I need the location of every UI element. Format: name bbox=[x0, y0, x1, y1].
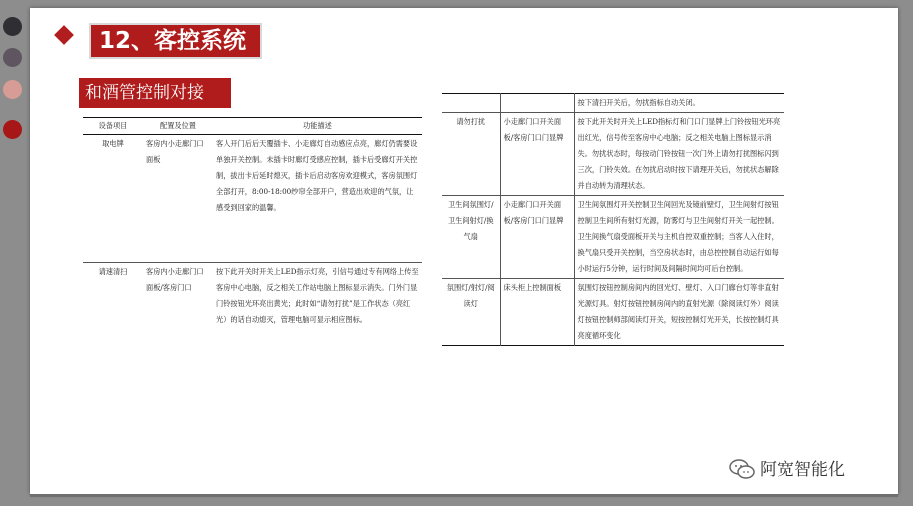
table-row bbox=[83, 135, 422, 263]
header-description: 功能描述 bbox=[213, 118, 422, 135]
side-dot-4 bbox=[3, 120, 22, 139]
header-item: 设备项目 bbox=[83, 118, 143, 135]
table-row bbox=[442, 196, 784, 279]
cell-item: 取电牌 bbox=[83, 135, 143, 263]
cell-description: 氛围灯按钮控制房间内的回光灯、壁灯、入口门廊台灯等非直射光源灯具。射灯按钮控制房间内的直射光源（除阅读灯外）阅读灯按钮控制师部阅读灯开关，短按控制灯光开关，长按控制灯具亮度循环变化 bbox=[574, 279, 784, 346]
cell-description: 卫生间氛围灯开关控制卫生间回光及镜前壁灯，卫生间射灯按钮控制卫生间所有射灯光源，防雾灯与卫生间射灯开关一起控制。卫生间换气扇受面板开关与主机自控双重控制；当客人入住时，换气扇只受开关控制，当空房状态时，由总控控制自动运行如每小时运行5分钟，运行时间及间隔时间均可后台控制。 bbox=[574, 196, 784, 279]
device-table-right bbox=[442, 93, 784, 346]
cell-item: 氛围灯/射灯/阅读灯 bbox=[442, 279, 500, 346]
slide-shadow bbox=[30, 494, 898, 497]
table-row bbox=[442, 94, 784, 113]
cell-item: 请勿打扰 bbox=[442, 113, 500, 196]
cell-item bbox=[442, 94, 500, 113]
cell-description: 按下此开关时开关上LED指示灯亮，引信号通过专有网络上传至客房中心电脑，反之相关工作站电脑上图标显示消失。门外门显门铃按钮光环亮出黄光；此时如“请勿打扰”是工作状态（亮红光）的话自动熄灭，管理电脑可显示相应图标。 bbox=[213, 263, 422, 335]
cell-description: 客人开门后后天覆插卡、小走廊灯自动感应点亮，廊灯仍需要设单独开关控制。未插卡时廊灯受感应控制，插卡后受廊灯开关控制，拔出卡后延时熄灭，插卡后启动客房欢迎模式，客房氛围灯全部打开，8:00-18:00纱帘全部开户，营造出欢迎的气氛，让感受到回家的温馨。 bbox=[213, 135, 422, 263]
header-location: 配置及位置 bbox=[143, 118, 213, 135]
device-table-left bbox=[83, 117, 422, 334]
slide-title: 12、客控系统 bbox=[89, 23, 262, 59]
brand-watermark: 阿宽智能化 bbox=[760, 460, 845, 480]
cell-location bbox=[500, 94, 574, 113]
table-row bbox=[83, 263, 422, 335]
side-dot-2 bbox=[3, 48, 22, 67]
table-row bbox=[442, 113, 784, 196]
wechat-icon bbox=[728, 458, 756, 480]
side-dot-3 bbox=[3, 80, 22, 99]
table-row bbox=[442, 279, 784, 346]
cell-location: 客房内小走廊门口面板/客房门口 bbox=[143, 263, 213, 335]
cell-location: 小走廊门口开关面板/客房门口门显牌 bbox=[500, 196, 574, 279]
side-dot-1 bbox=[3, 17, 22, 36]
cell-description: 按下此开关时开关上LED指标灯和门口门显牌上门铃按钮光环亮出红光，信号传至客房中心电脑；反之相关电脑上图标显示消失。勿扰状态时，每按动门铃按钮一次门外上请勿打扰图标闪到三次，门铃失效。在勿扰启动时按下请理开关后，勿扰状态解除并自动转为清理状态。 bbox=[574, 113, 784, 196]
table-header-row bbox=[83, 118, 422, 135]
cell-location: 床头柜上控制面板 bbox=[500, 279, 574, 346]
section-subtitle: 和酒管控制对接 bbox=[79, 78, 231, 108]
cell-location: 客房内小走廊门口面板 bbox=[143, 135, 213, 263]
cell-item: 卫生间氛围灯/卫生间射灯/换气扇 bbox=[442, 196, 500, 279]
cell-description: 按下清扫开关后，勿扰指标自动关闭。 bbox=[574, 94, 784, 113]
cell-item: 请速清扫 bbox=[83, 263, 143, 335]
cell-location: 小走廊门口开关面板/客房门口门显牌 bbox=[500, 113, 574, 196]
